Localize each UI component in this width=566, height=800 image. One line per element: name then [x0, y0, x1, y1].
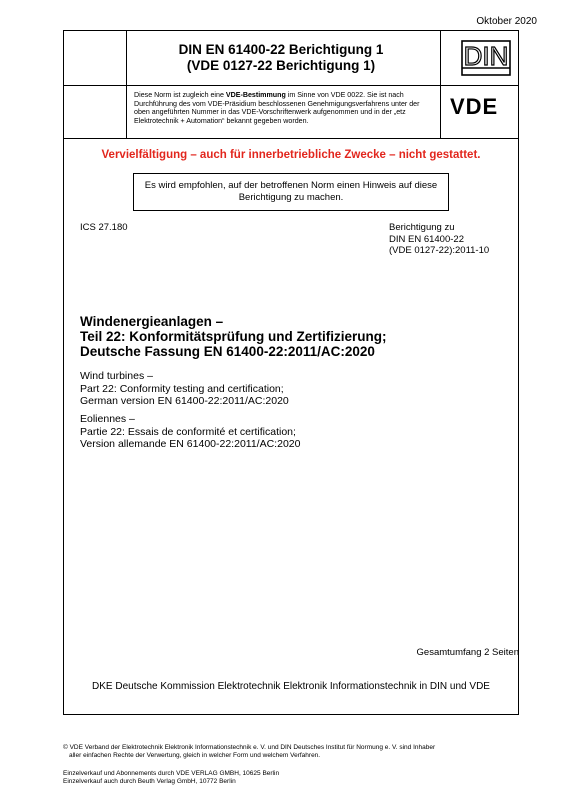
- dke-line: DKE Deutsche Kommission Elektrotechnik Elektronik Informationstechnik in DIN und VDE: [92, 681, 490, 692]
- vde-logo: VDE: [450, 94, 499, 119]
- total-pages: Gesamtumfang 2 Seiten: [416, 647, 519, 658]
- sales-line-2: Einzelverkauf auch durch Beuth Verlag GmbH, 10772 Berlin: [63, 778, 236, 785]
- english-title-line-1: Wind turbines –: [80, 370, 153, 382]
- publication-date: Oktober 2020: [476, 16, 537, 27]
- notice-divider: [63, 138, 519, 139]
- english-title-line-3: German version EN 61400-22:2011/AC:2020: [80, 395, 289, 407]
- right-column-divider: [440, 30, 441, 138]
- english-title-line-2: Part 22: Conformity testing and certification;: [80, 382, 284, 395]
- header-divider: [63, 85, 519, 86]
- french-title-line-1: Eoliennes –: [80, 413, 135, 425]
- note-text-part1: Diese Norm ist zugleich eine: [134, 91, 226, 99]
- left-column-divider: [126, 30, 127, 138]
- german-title-line-1: Windenergieanlagen –: [80, 314, 224, 329]
- correction-ref-line-2: DIN EN 61400-22: [389, 233, 464, 245]
- copyright-notice: [63, 744, 435, 760]
- din-logo-text: DIN: [463, 41, 509, 71]
- title-line-2: (VDE 0127-22 Berichtigung 1): [186, 58, 376, 73]
- correction-reference: [389, 222, 489, 257]
- ics-code: ICS 27.180: [80, 222, 128, 233]
- sales-line-1: Einzelverkauf und Abonnements durch VDE VERLAG GMBH, 10625 Berlin: [63, 770, 280, 777]
- sales-info: [63, 770, 279, 786]
- title-line-1: DIN EN 61400-22 Berichtigung 1: [178, 42, 384, 57]
- vde-regulation-note: [134, 91, 434, 125]
- din-logo: [461, 40, 511, 76]
- document-title: [130, 42, 432, 74]
- french-title-line-3: Version allemande EN 61400-22:2011/AC:2020: [80, 438, 301, 450]
- german-title-line-3: Deutsche Fassung EN 61400-22:2011/AC:2020: [80, 344, 375, 359]
- note-bold-term: VDE-Bestimmung: [225, 91, 286, 99]
- correction-ref-line-1: Berichtigung zu: [389, 222, 455, 233]
- copyright-line-2: aller einfachen Rechte der Verwertung, gleich in welcher Form und welchem Verfahren.: [69, 752, 321, 759]
- note-text-part2: im Sinne von VDE 0022. Sie ist nach Durchführung des vom VDE-Präsidium beschlossenen Genehmigungsverfahrens unter der oben angeführten Nummer in das VDE-Vorschriftenwerk aufgenommen und in der „etz Elektrotechnik + Automation“ bekannt gegeben worden.: [134, 91, 420, 125]
- german-title-line-2: Teil 22: Konformitätsprüfung und Zertifizierung;: [80, 329, 387, 344]
- french-title: [80, 413, 300, 451]
- din-logo-graphic: [461, 40, 511, 76]
- copyright-line-1: © VDE Verband der Elektrotechnik Elektronik Informationstechnik e. V. und DIN Deutsches Institut für Normung e. V. sind Inhaber: [63, 744, 436, 751]
- correction-ref-line-3: (VDE 0127-22):2011-10: [389, 245, 490, 256]
- english-title: [80, 370, 289, 408]
- french-title-line-2: Partie 22: Essais de conformité et certification;: [80, 425, 296, 438]
- german-title: [80, 314, 387, 359]
- reproduction-notice: Vervielfältigung – auch für innerbetriebliche Zwecke – nicht gestattet.: [101, 149, 481, 161]
- recommendation-box: Es wird empfohlen, auf der betroffenen Norm einen Hinweis auf diese Berichtigung zu machen.: [133, 173, 449, 211]
